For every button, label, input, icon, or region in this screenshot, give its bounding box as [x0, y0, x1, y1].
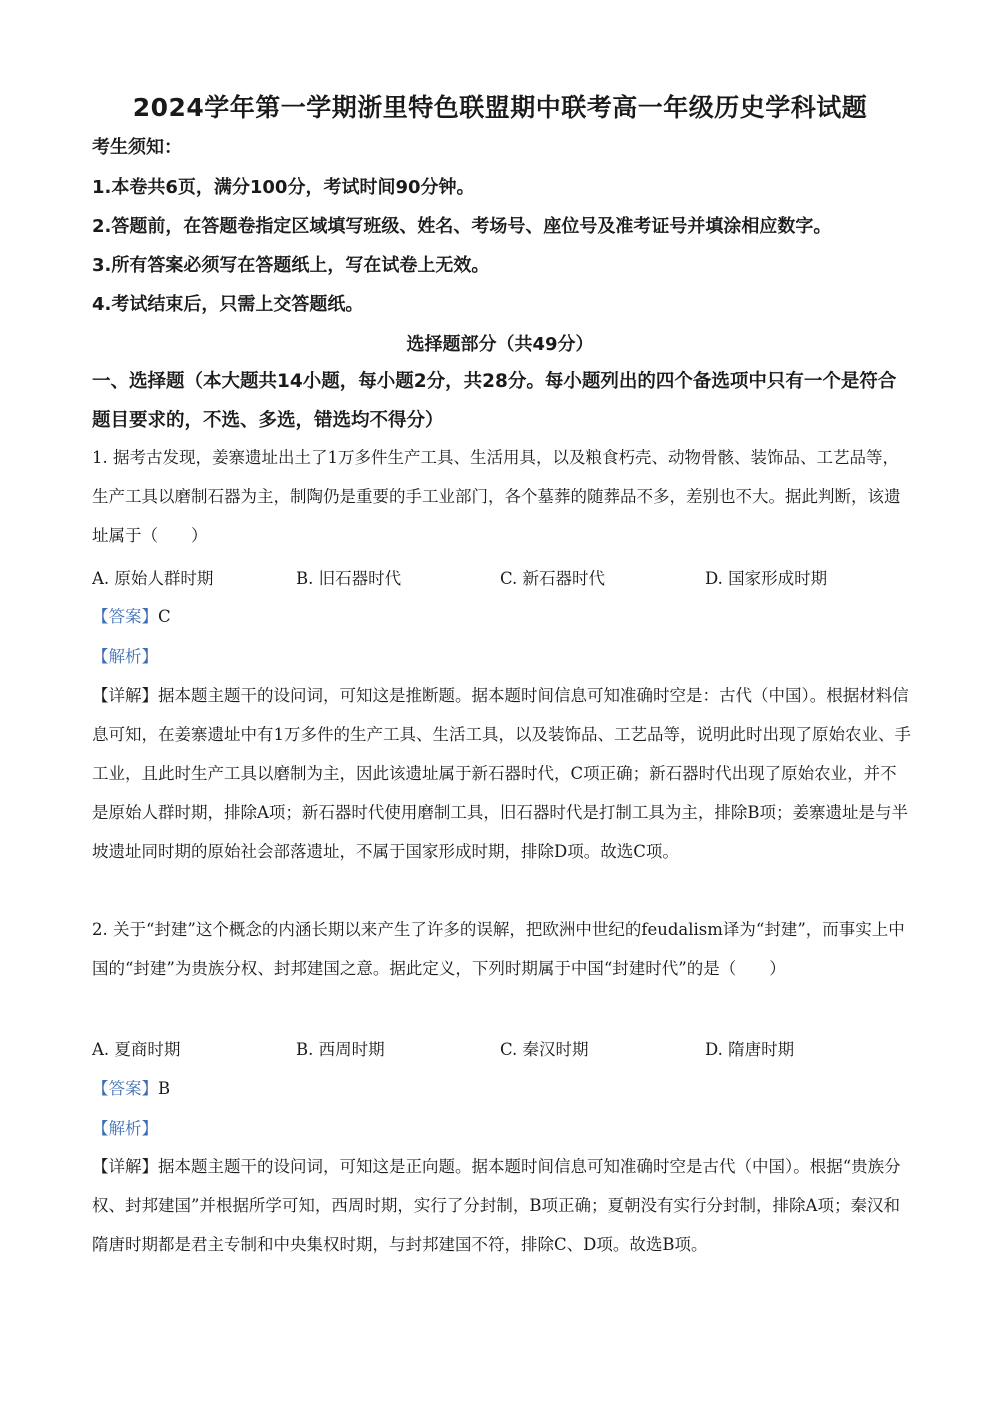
detail-tag: 【详解】 — [92, 1157, 158, 1176]
option-c: C. 新石器时代 — [500, 569, 606, 588]
notice-item: 3.所有答案必须写在答题纸上，写在试卷上无效。 — [92, 255, 490, 276]
option-a: A. 夏商时期 — [92, 1040, 181, 1059]
notice-heading: 考生须知： — [92, 137, 182, 158]
question-stem: 1. 据考古发现，姜寨遗址出土了1万多件生产工具、生活用具，以及粮食朽壳、动物骨骸、装饰品、工艺品等，生产工具以磨制石器为主，制陶仍是重要的手工业部门，各个墓葬的随葬品不多，差别也不大。据此判断，该遗址属于（ ） — [92, 448, 901, 545]
option-a: A. 原始人群时期 — [92, 569, 214, 588]
answer-line — [92, 603, 171, 627]
answer-tag: 【答案】 — [92, 1079, 158, 1098]
detail-text: 据本题主题干的设问词，可知这是推断题。据本题时间信息可知准确时空是：古代（中国）。根据材料信息可知，在姜寨遗址中有1万多件的生产工具、生活工具，以及装饰品、工艺品等，说明此时出现了原始农业、手工业，且此时生产工具以磨制为主，因此该遗址属于新石器时代，C项正确；新石器时代出现了原始农业，并不是原始人群时期，排除A项；新石器时代使用磨制工具，旧石器时代是打制工具为主，排除B项；姜寨遗址是与半坡遗址同时期的原始社会部落遗址，不属于国家形成时期，排除D项。故选C项。 — [92, 686, 911, 861]
section-title: 选择题部分（共49分） — [406, 334, 594, 355]
detail-text: 据本题主题干的设问词，可知这是正向题。据本题时间信息可知准确时空是古代（中国）。根据“贵族分权、封邦建国”并根据所学可知，西周时期，实行了分封制，B项正确；夏朝没有实行分封制，排除A项；秦汉和隋唐时期都是君主专制和中央集权时期，与封邦建国不符，排除C、D项。故选B项。 — [92, 1157, 901, 1254]
option-d: D. 隋唐时期 — [705, 1040, 795, 1059]
answer-line — [92, 1075, 170, 1099]
answer-value: B — [158, 1079, 171, 1098]
notice-item: 4.考试结束后，只需上交答题纸。 — [92, 294, 364, 315]
option-b: B. 西周时期 — [296, 1040, 385, 1059]
part-heading: 一、选择题（本大题共14小题，每小题2分，共28分。每小题列出的四个备选项中只有一个是符合题目要求的，不选、多选，错选均不得分） — [92, 371, 897, 431]
detail-paragraph — [92, 1147, 912, 1264]
answer-value: C — [158, 607, 171, 626]
option-c: C. 秦汉时期 — [500, 1040, 589, 1059]
option-b: B. 旧石器时代 — [296, 569, 402, 588]
analysis-tag: 【解析】 — [92, 1119, 158, 1138]
answer-tag: 【答案】 — [92, 607, 158, 626]
notice-item: 1.本卷共6页，满分100分，考试时间90分钟。 — [92, 177, 475, 198]
page-title: 2024学年第一学期浙里特色联盟期中联考高一年级历史学科试题 — [132, 93, 868, 122]
question-stem: 2. 关于“封建”这个概念的内涵长期以来产生了许多的误解，把欧洲中世纪的feudalism译为“封建”，而事实上中国的“封建”为贵族分权、封邦建国之意。据此定义，下列时期属于中国“封建时代”的是（ ） — [92, 920, 905, 978]
notice-item: 2.答题前，在答题卷指定区域填写班级、姓名、考场号、座位号及准考证号并填涂相应数字。 — [92, 216, 832, 237]
analysis-tag: 【解析】 — [92, 647, 158, 666]
option-d: D. 国家形成时期 — [705, 569, 828, 588]
detail-paragraph — [92, 676, 912, 871]
detail-tag: 【详解】 — [92, 686, 158, 705]
